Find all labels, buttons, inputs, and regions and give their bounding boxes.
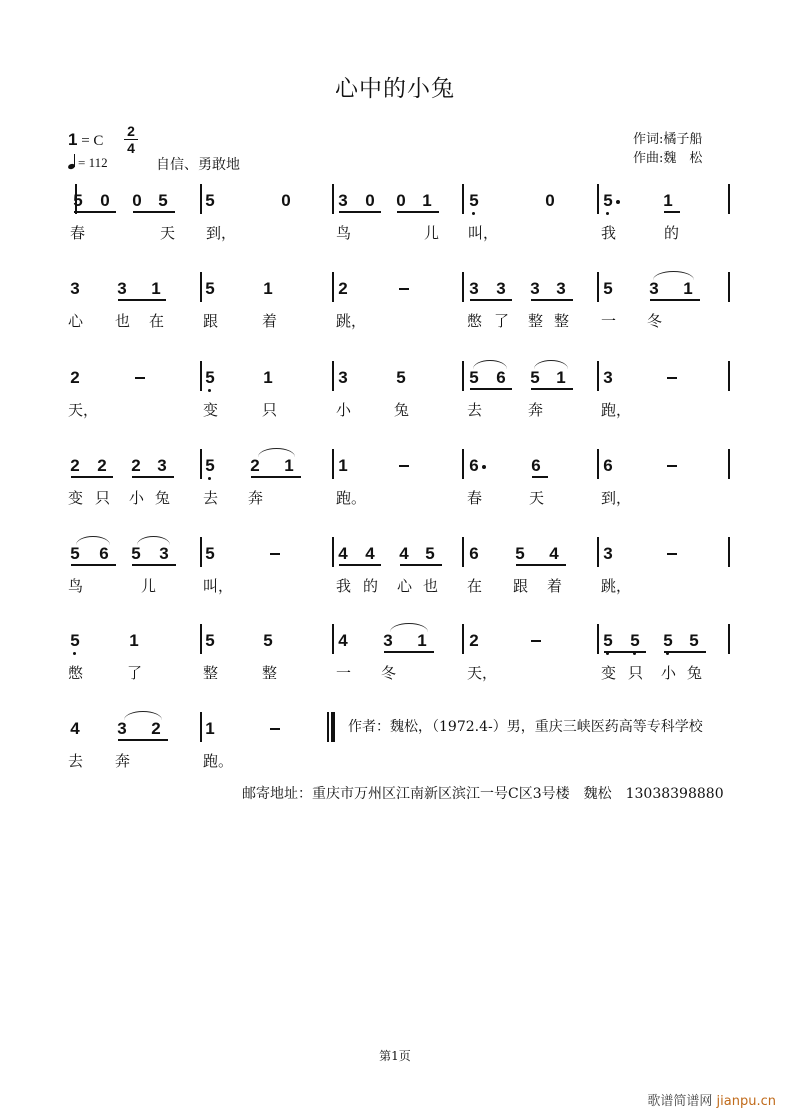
barline	[728, 184, 730, 214]
lyric-syllable: 小	[661, 664, 677, 682]
lyric-syllable: 也	[115, 312, 131, 330]
extension-dash	[270, 728, 280, 730]
barline	[332, 361, 334, 391]
beam-underline	[531, 388, 573, 390]
extension-dash	[399, 465, 409, 467]
note: 5	[131, 544, 141, 563]
barline	[462, 624, 464, 654]
note: 3	[338, 368, 348, 387]
lyric-syllable: 憋	[68, 664, 84, 682]
lyric-syllable: 去	[467, 401, 483, 419]
note: 5	[73, 191, 83, 210]
augmentation-dot	[616, 200, 620, 204]
note: 0	[545, 191, 555, 210]
lyric-syllable: 小	[129, 489, 145, 507]
note: 3	[117, 279, 127, 298]
note: 1	[129, 631, 139, 650]
beam-underline	[118, 299, 166, 301]
lyric-syllable: 变	[68, 489, 84, 507]
lyric-syllable: 鸟	[68, 577, 84, 595]
extension-dash	[531, 640, 541, 642]
note: 2	[131, 456, 141, 475]
lower-octave-dot	[606, 212, 609, 215]
beam-underline	[74, 211, 116, 213]
note: 3	[603, 544, 613, 563]
slur-arc	[137, 536, 170, 545]
note: 2	[97, 456, 107, 475]
note: 3	[117, 719, 127, 738]
page-number: 第1页	[379, 1049, 411, 1063]
beam-underline	[470, 299, 512, 301]
note: 4	[338, 544, 348, 563]
slur-arc	[390, 623, 428, 632]
key-signature	[68, 130, 103, 150]
extension-dash	[667, 553, 677, 555]
note: 1	[263, 368, 273, 387]
lyric-syllable: 奔	[115, 752, 131, 770]
slur-arc	[653, 271, 694, 280]
lyric-syllable: 只	[95, 489, 111, 507]
lyric-syllable: 跳，	[601, 577, 632, 595]
extension-dash	[667, 377, 677, 379]
beam-underline	[516, 564, 566, 566]
note: 5	[205, 544, 215, 563]
lyric-syllable: 天	[529, 489, 545, 507]
note: 5	[469, 368, 479, 387]
lyric-syllable: 去	[68, 752, 84, 770]
note: 3	[603, 368, 613, 387]
lyric-syllable: 小	[336, 401, 352, 419]
lower-octave-dot	[73, 652, 76, 655]
note: 5	[70, 544, 80, 563]
note: 6	[469, 544, 479, 563]
extension-dash	[135, 377, 145, 379]
note: 2	[469, 631, 479, 650]
note: 3	[556, 279, 566, 298]
note: 5	[660, 632, 676, 650]
slur-arc	[76, 536, 110, 545]
lyric-syllable: 变	[601, 664, 617, 682]
note: 1	[417, 631, 427, 650]
watermark-en: jianpu.cn	[716, 1094, 776, 1109]
beam-underline	[251, 476, 301, 478]
note: 4	[70, 719, 80, 738]
note: 1	[284, 456, 294, 475]
note: 3	[338, 191, 348, 210]
note: 0	[100, 191, 110, 210]
note: 5	[202, 457, 218, 475]
note: 2	[151, 719, 161, 738]
beam-underline	[71, 564, 116, 566]
lyric-syllable: 了	[494, 312, 510, 330]
note: 0	[365, 191, 375, 210]
note: 2	[250, 456, 260, 475]
lyric-syllable: 叫，	[468, 224, 499, 242]
note: 3	[649, 279, 659, 298]
note: 5	[263, 631, 273, 650]
barline	[462, 272, 464, 302]
lyric-syllable: 到，	[206, 224, 237, 242]
barline	[597, 449, 599, 479]
beam-underline	[339, 211, 381, 213]
time-sig-bottom: 4	[127, 140, 135, 156]
author-info: 作者：魏松，（1972.4-）男，重庆三峡医药高等专科学校	[348, 719, 703, 735]
note: 1	[556, 368, 566, 387]
barline	[332, 449, 334, 479]
lyric-syllable: 也	[423, 577, 439, 595]
lyric-syllable: 冬	[647, 312, 663, 330]
note: 1	[151, 279, 161, 298]
note: 2	[70, 368, 80, 387]
note: 6	[496, 368, 506, 387]
lyric-syllable: 整	[203, 664, 219, 682]
song-title: 心中的小兔	[335, 76, 455, 102]
barline	[462, 361, 464, 391]
barline	[728, 361, 730, 391]
note: 3	[469, 279, 479, 298]
lyric-syllable: 鸟	[336, 224, 352, 242]
lyric-syllable: 跳，	[336, 312, 367, 330]
beam-underline	[531, 299, 573, 301]
lyric-syllable: 兔	[687, 664, 703, 682]
key-do: 1	[68, 130, 78, 149]
note: 4	[365, 544, 375, 563]
barline	[728, 272, 730, 302]
lower-octave-dot	[472, 212, 475, 215]
tempo-value: = 112	[78, 155, 108, 170]
slur-arc	[534, 360, 568, 369]
beam-underline	[339, 564, 381, 566]
note: 4	[338, 631, 348, 650]
note: 5	[515, 544, 525, 563]
note: 4	[399, 544, 409, 563]
watermark	[647, 1090, 776, 1109]
lyric-syllable: 整	[528, 312, 544, 330]
lyric-syllable: 奔	[248, 489, 264, 507]
lyric-syllable: 兔	[394, 401, 410, 419]
lyric-syllable: 心	[68, 312, 84, 330]
barline	[728, 537, 730, 567]
note: 1	[683, 279, 693, 298]
beam-underline	[132, 476, 174, 478]
note: 3	[159, 544, 169, 563]
lyric-syllable: 了	[127, 664, 143, 682]
lyric-syllable: 春	[70, 224, 86, 242]
note: 3	[157, 456, 167, 475]
note: 0	[132, 191, 142, 210]
barline	[597, 361, 599, 391]
lyric-syllable: 只	[628, 664, 644, 682]
note: 6	[469, 456, 479, 475]
note: 5	[600, 632, 616, 650]
extension-dash	[667, 465, 677, 467]
lyric-syllable: 天	[160, 224, 176, 242]
note: 1	[205, 719, 215, 738]
barline	[597, 272, 599, 302]
composer-credit: 作曲:魏 松	[633, 151, 703, 166]
note: 5	[205, 191, 215, 210]
note: 1	[263, 279, 273, 298]
mailing-address: 邮寄地址：重庆市万州区江南新区滨江一号C区3号楼 魏松 13038398880	[242, 786, 724, 802]
lyric-syllable: 心	[397, 577, 413, 595]
barline	[462, 449, 464, 479]
lyric-syllable: 着	[262, 312, 278, 330]
note: 4	[549, 544, 559, 563]
tempo-marking	[68, 154, 108, 171]
lyricist-credit: 作词:橘子船	[633, 132, 703, 147]
note: 1	[663, 191, 673, 210]
note: 3	[70, 279, 80, 298]
note: 1	[422, 191, 432, 210]
final-barline-thick	[331, 712, 335, 742]
lyric-syllable: 憋	[467, 312, 483, 330]
beam-underline	[664, 651, 706, 653]
time-sig-top: 2	[127, 123, 135, 139]
barline	[332, 537, 334, 567]
note: 6	[603, 456, 613, 475]
note: 2	[70, 456, 80, 475]
lyric-syllable: 跟	[203, 312, 219, 330]
note: 5	[158, 191, 168, 210]
lyric-syllable: 跟	[513, 577, 529, 595]
note: 1	[338, 456, 348, 475]
lyric-syllable: 春	[467, 489, 483, 507]
note: 5	[396, 368, 406, 387]
extension-dash	[399, 288, 409, 290]
expression-marking: 自信、勇敢地	[156, 157, 240, 173]
barline	[597, 184, 599, 214]
barline	[728, 449, 730, 479]
lyric-syllable: 我	[601, 224, 617, 242]
augmentation-dot	[482, 465, 486, 469]
lyric-syllable: 变	[203, 401, 219, 419]
note: 5	[603, 279, 613, 298]
barline	[332, 272, 334, 302]
lyric-syllable: 在	[149, 312, 165, 330]
barline	[332, 624, 334, 654]
quarter-note-icon	[68, 154, 76, 169]
note: 5	[202, 369, 218, 387]
note: 5	[600, 192, 616, 210]
note: 3	[530, 279, 540, 298]
lyric-syllable: 一	[601, 312, 617, 330]
barline	[728, 624, 730, 654]
lyric-syllable: 整	[262, 664, 278, 682]
note: 5	[689, 631, 699, 650]
lyric-syllable: 一	[336, 664, 352, 682]
lower-octave-dot	[208, 389, 211, 392]
note: 5	[67, 632, 83, 650]
beam-underline	[604, 651, 646, 653]
lyric-syllable: 奔	[528, 401, 544, 419]
lyric-syllable: 跑。	[336, 489, 367, 507]
beam-underline	[133, 211, 175, 213]
key-value: = C	[81, 133, 104, 149]
note: 5	[205, 631, 215, 650]
lyric-syllable: 整	[554, 312, 570, 330]
beam-underline	[664, 211, 680, 213]
barline	[462, 184, 464, 214]
note: 5	[530, 368, 540, 387]
note: 5	[205, 279, 215, 298]
barline	[462, 537, 464, 567]
watermark-cn: 歌谱简谱网	[647, 1094, 713, 1109]
beam-underline	[400, 564, 442, 566]
lyric-syllable: 天，	[467, 664, 498, 682]
note: 3	[383, 631, 393, 650]
note: 3	[496, 279, 506, 298]
beam-underline	[118, 739, 168, 741]
lyric-syllable: 儿	[424, 224, 440, 242]
slur-arc	[473, 360, 507, 369]
lyric-syllable: 儿	[141, 577, 157, 595]
lyric-syllable: 我	[336, 577, 352, 595]
lyric-syllable: 在	[467, 577, 483, 595]
lyric-syllable: 到，	[601, 489, 632, 507]
lyric-syllable: 的	[664, 224, 680, 242]
lyric-syllable: 跑。	[203, 752, 234, 770]
lyric-syllable: 天，	[68, 401, 99, 419]
beam-underline	[384, 651, 434, 653]
barline	[597, 624, 599, 654]
barline	[332, 184, 334, 214]
lyric-syllable: 的	[363, 577, 379, 595]
lyric-syllable: 兔	[155, 489, 171, 507]
note: 0	[396, 191, 406, 210]
slur-arc	[124, 711, 162, 720]
note: 5	[425, 544, 435, 563]
beam-underline	[470, 388, 512, 390]
lyric-syllable: 跑，	[601, 401, 632, 419]
slur-arc	[258, 448, 295, 457]
lyric-syllable: 只	[262, 401, 278, 419]
note: 6	[99, 544, 109, 563]
note: 2	[338, 279, 348, 298]
beam-underline	[132, 564, 176, 566]
beam-underline	[71, 476, 113, 478]
note: 0	[281, 191, 291, 210]
lower-octave-dot	[208, 477, 211, 480]
note: 5	[627, 632, 643, 650]
lyric-syllable: 冬	[381, 664, 397, 682]
barline	[597, 537, 599, 567]
beam-underline	[650, 299, 700, 301]
note: 5	[466, 192, 482, 210]
lyric-syllable: 叫，	[203, 577, 234, 595]
lyric-syllable: 着	[547, 577, 563, 595]
note: 6	[531, 456, 541, 475]
time-signature	[124, 124, 138, 155]
lyric-syllable: 去	[203, 489, 219, 507]
beam-underline	[532, 476, 548, 478]
extension-dash	[270, 553, 280, 555]
beam-underline	[397, 211, 439, 213]
final-barline-thin	[327, 712, 329, 742]
